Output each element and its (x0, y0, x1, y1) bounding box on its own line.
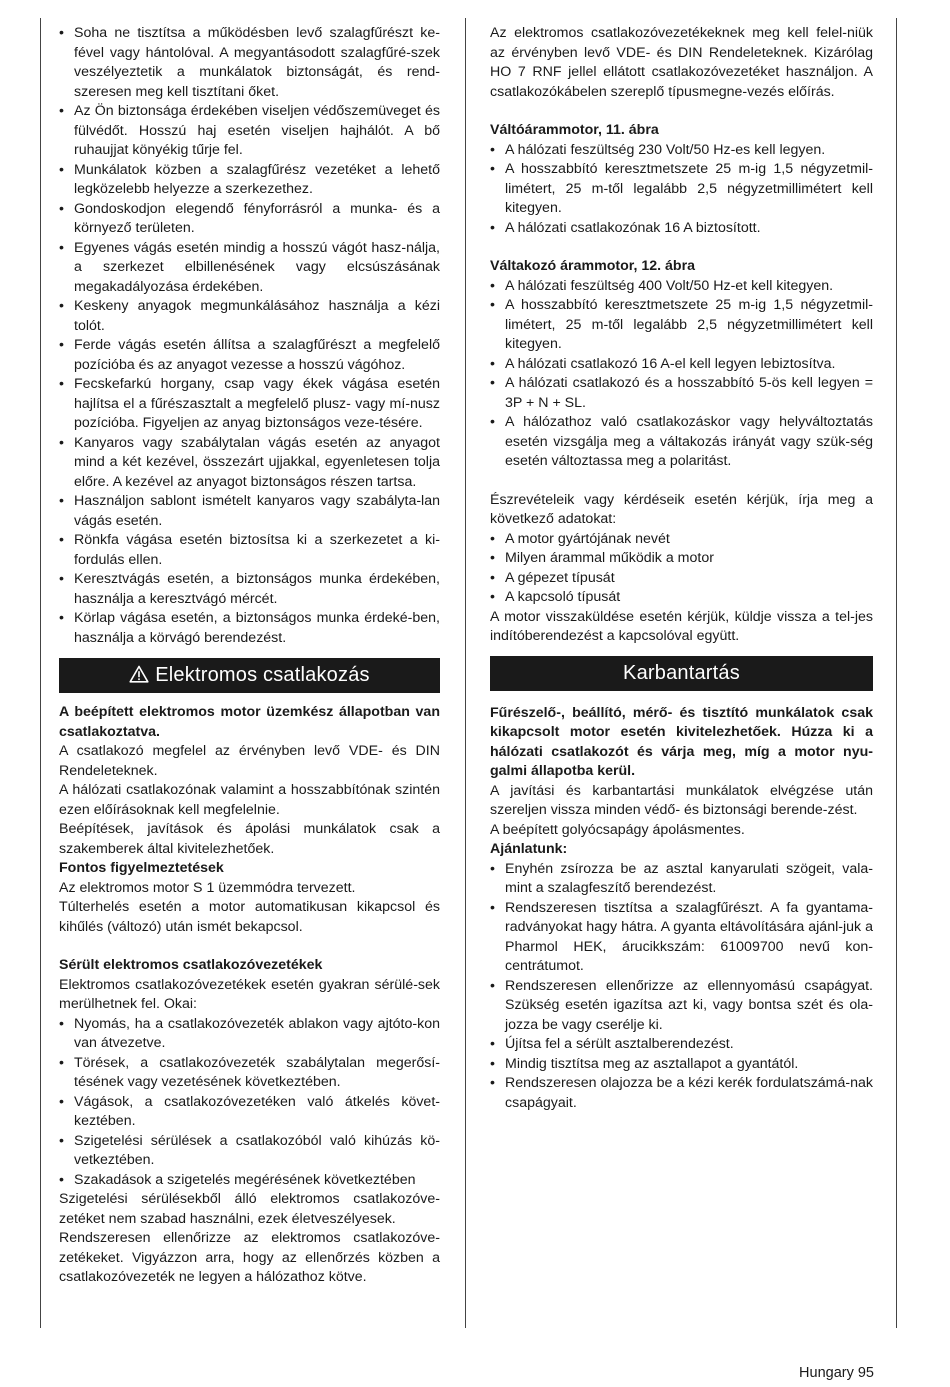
list-item: • Soha ne tisztítsa a működésben levő szalagfűrészt ke-fével vagy hántolóval. A megyantásodott szalagfűré-szek veszélyeztetik a munkálatok biztonságát, és rend-szeresen meg kell tisztítani őket. (59, 24, 440, 102)
spacer (490, 472, 873, 491)
paragraph: Elektromos csatlakozóvezetékek esetén gyakran sérülé-sek merülhetnek fel. Okai: (59, 976, 440, 1012)
list-item: • A hálózati feszültség 230 Volt/50 Hz-es kell legyen. (490, 141, 873, 161)
list-item: • Szakadások a szigetelés megérésének következtében (59, 1171, 440, 1191)
list-item: • Az Ön biztonsága érdekében viseljen védőszemüveget és fülvédőt. Hosszú haj esetén viseljen hajhálót. A bő ruhaujjat könyékig tűrje fel. (59, 102, 440, 161)
list-item: • Kanyaros vagy szabálytalan vágás esetén az anyagot mind a két kezével, összezárt ujjakkal, egyenletesen tolja előre. A kezével az anyagot biztonságos részen tartsa. (59, 434, 440, 493)
list-item: • A hálózati feszültség 400 Volt/50 Hz-et kell kitegyen. (490, 277, 873, 297)
three-phase-motor-list (490, 277, 873, 472)
paragraph: A motor visszaküldése esetén kérjük, küldje vissza a tel-jes indítóberendezést a kapcsolóval együtt. (490, 608, 873, 644)
maintenance-bold-intro: Fűrészelő-, beállító, mérő- és tisztító munkálatok csak kikapcsolt motor esetén kivitelezhetőek. Húzza ki a hálózati csatlakozót és várja meg, míg a motor nyu-galmi állapotba kerül. (490, 704, 873, 779)
paragraph: Rendszeresen ellenőrizze az elektromos csatlakozóve-zetékeket. Vigyázzon arra, hogy az ellenőrzés közben a csatlakozóvezeték ne legyen a hálózathoz kötve. (59, 1230, 440, 1285)
paragraph: Beépítések, javítások és ápolási munkálatok csak a szakemberek által kivitelezhetőek. (59, 821, 440, 857)
warnings-heading: Fontos figyelmeztetések (59, 860, 224, 876)
page-footer-label: Hungary 95 (799, 1365, 874, 1381)
list-item: • Újítsa fel a sérült asztalberendezést. (490, 1035, 873, 1055)
paragraph: Az elektromos csatlakozóvezetékeknek meg kell felel-niük az érvényben levő VDE- és DIN Rendeleteknek. Kizárólag HO 7 RNF jellel ellátott csatlakozóvezetéket használjon. A csatlakozókábelen szereplő típusmegne-vezés előírás. (490, 25, 873, 100)
list-item: • A gépezet típusát (490, 569, 873, 589)
list-item: • Használjon sablont ismételt kanyaros vagy szabályta-lan vágás esetén. (59, 492, 440, 531)
right-column (490, 24, 873, 1113)
list-item: • Rendszeresen ellenőrizze az ellennyomású csapágyat. Szükség esetén igazítsa azt ki, vagy bontsa szét és ola-jozza be vagy cserélje ki. (490, 977, 873, 1036)
list-item: • A hálózati csatlakozó és a hosszabbító 5-ös kell legyen = 3P + N + SL. (490, 374, 873, 413)
right-margin-rule (896, 18, 897, 1328)
paragraph: Az elektromos motor S 1 üzemmódra tervezett. (59, 879, 356, 896)
left-column (59, 24, 440, 1288)
recommendation-list (490, 860, 873, 1114)
list-item: • Mindig tisztítsa meg az asztallapot a gyantától. (490, 1055, 873, 1075)
list-item: • Milyen árammal működik a motor (490, 549, 873, 569)
list-item: • Egyenes vágás esetén mindig a hosszú vágót hasz-nálja, a szerkezet elbillenésének vagy elcsúszásának megakadályozása érdekében. (59, 239, 440, 298)
paragraph: A hálózati csatlakozónak valamint a hosszabbítónak szintén ezen előírásoknak kell megfelelnie. (59, 782, 440, 818)
list-item: • Munkálatok közben a szalagfűrész vezetéket a lehető legközelebb helyezze a szerkezethez. (59, 161, 440, 200)
list-item: • Körlap vágása esetén, a biztonságos munka érdeké-ben, használja a körvágó berendezést. (59, 609, 440, 648)
paragraph: A beépített golyócsapágy ápolásmentes. (490, 821, 745, 838)
paragraph: Szigetelési sérülésekből álló elektromos csatlakozóve-zetéket nem szabad használni, ezek életveszélyesek. (59, 1191, 440, 1227)
list-item: • Gondoskodjon elegendő fényforrásról a munka- és a környező területen. (59, 200, 440, 239)
list-item: • Enyhén zsírozza be az asztal kanyarulati szögeit, vala-mint a szalagfeszítő berendezést. (490, 860, 873, 899)
ac-motor-heading: Váltóárammotor, 11. ábra (490, 122, 659, 138)
column-divider-rule (465, 18, 466, 1328)
list-item: • A hálózati csatlakozónak 16 A biztosított. (490, 219, 873, 239)
paragraph: A csatlakozó megfelel az érvényben levő VDE- és DIN Rendeleteknek. (59, 743, 440, 779)
list-item: • A hálózathoz való csatlakozáskor vagy helyváltoztatás esetén vizsgálja meg a váltakozás irányát vagy szük-ség esetén változtassa meg a polaritást. (490, 413, 873, 472)
maintenance-section-title: Karbantartás (623, 661, 740, 684)
list-item: • Fecskefarkú horgany, csap vagy ékek vágása esetén hajlítsa el a fűrészasztalt a megfelelő plusz- vagy mí-nusz pozícióba. Figyeljen az anyag biztonságos veze-tésére. (59, 375, 440, 434)
list-item: • A hosszabbító keresztmetszete 25 m-ig 1,5 négyzetmil-limétert, 25 m-től legalább 2,5 négyzetmillimétert kell kitegyen. (490, 160, 873, 219)
list-item: • Nyomás, ha a csatlakozóvezeték ablakon vagy ajtóto-kon van átvezetve. (59, 1015, 440, 1054)
electrical-bold-intro: A beépített elektromos motor üzemkész állapotban van csatlakoztatva. (59, 704, 440, 740)
list-item: • Ferde vágás esetén állítsa a szalagfűrészt a megfelelő pozícióba és az anyagot vezesse a hosszú vágóhoz. (59, 336, 440, 375)
list-item: • A kapcsoló típusát (490, 588, 873, 608)
paragraph: Túlterhelés esetén a motor automatikusan kikapcsol és kihűlés (változó) után ismét bekapcsol. (59, 899, 440, 935)
damaged-cables-heading: Sérült elektromos csatlakozóvezetékek (59, 957, 323, 973)
paragraph: Észrevételeik vagy kérdéseik esetén kérjük, írja meg a következő adatokat: (490, 491, 873, 527)
list-item: • A hálózati csatlakozó 16 A-el kell legyen lebiztosítva. (490, 355, 873, 375)
warning-triangle-icon (129, 665, 149, 683)
list-item: • Törések, a csatlakozóvezeték szabálytalan megerősí-tésének vagy vezetésének következtében. (59, 1054, 440, 1093)
safety-bullet-list (59, 24, 440, 648)
contact-data-list (490, 530, 873, 608)
list-item: • Keskeny anyagok megmunkálásához használja a kézi tolót. (59, 297, 440, 336)
maintenance-section-banner (490, 656, 873, 691)
list-item: • A motor gyártójának nevét (490, 530, 873, 550)
list-item: • A hosszabbító keresztmetszete 25 m-ig 1,5 négyzetmil-limétert, 25 m-től legalább 2,5 négyzetmillimétert kell kitegyen. (490, 296, 873, 355)
list-item: • Vágások, a csatlakozóvezetéken való átkelés követ-keztében. (59, 1093, 440, 1132)
list-item: • Rendszeresen tisztítsa a szalagfűrészt. A fa gyantama-radványokat hagy hátra. A gyanta eltávolítására ajánl-juk a Pharmol HEK, árucikkszám: 61009700 nevű kon-centrátumot. (490, 899, 873, 977)
electrical-section-title: Elektromos csatlakozás (155, 664, 370, 686)
list-item: • Keresztvágás esetén, a biztonságos munka érdekében, használja a keresztvágó mércét. (59, 570, 440, 609)
electrical-section-banner (59, 658, 440, 693)
ac-motor-list (490, 141, 873, 239)
damage-cause-list (59, 1015, 440, 1191)
three-phase-motor-heading: Váltakozó árammotor, 12. ábra (490, 258, 696, 274)
recommendation-heading: Ajánlatunk: (490, 841, 568, 857)
list-item: • Rönkfa vágása esetén biztosítsa ki a szerkezetet a ki-fordulás ellen. (59, 531, 440, 570)
left-margin-rule (40, 18, 41, 1328)
list-item: • Szigetelési sérülések a csatlakozóból való kihúzás kö-vetkeztében. (59, 1132, 440, 1171)
list-item: • Rendszeresen olajozza be a kézi kerék fordulatszámá-nak csapágyait. (490, 1074, 873, 1113)
paragraph: A javítási és karbantartási munkálatok elvégzése után szereljen vissza minden védő- és biztonsági berende-zést. (490, 782, 873, 818)
